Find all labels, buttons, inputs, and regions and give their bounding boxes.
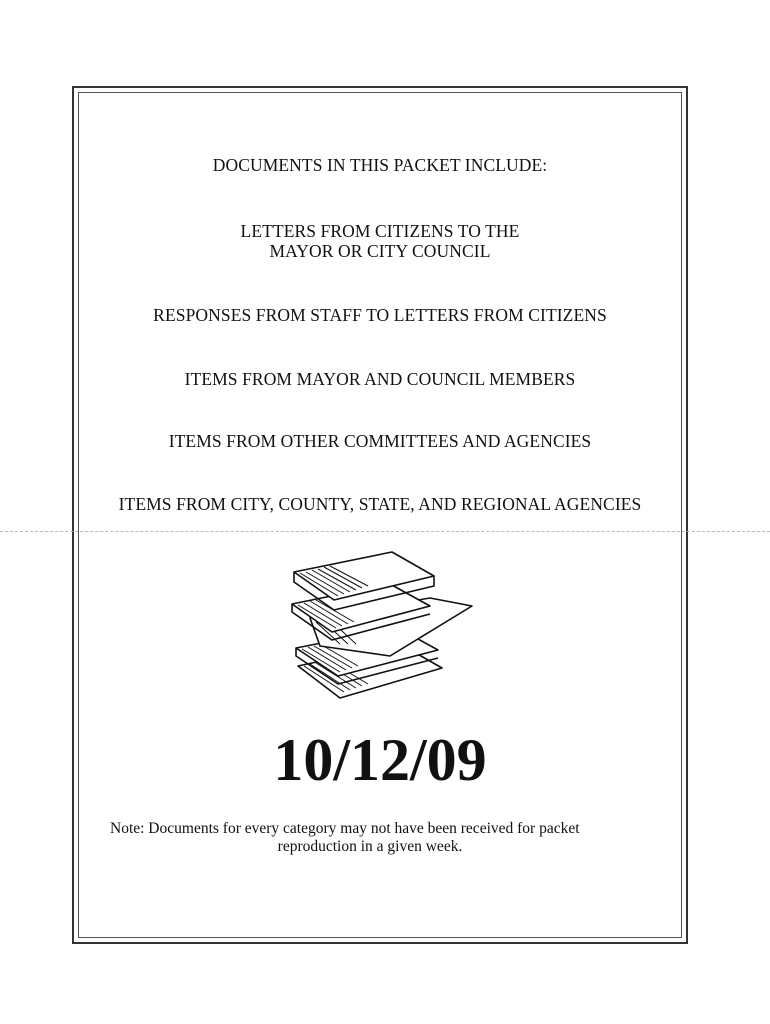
item-regional-agencies: ITEMS FROM CITY, COUNTY, STATE, AND REGIONAL AGENCIES — [118, 494, 642, 514]
note-text — [110, 820, 650, 856]
item-letters-line2: MAYOR OR CITY COUNCIL — [269, 241, 491, 261]
item-mayor-council: ITEMS FROM MAYOR AND COUNCIL MEMBERS — [184, 369, 576, 389]
packet-heading: DOCUMENTS IN THIS PACKET INCLUDE: — [212, 155, 548, 175]
item-staff-responses: RESPONSES FROM STAFF TO LETTERS FROM CITIZENS — [153, 305, 607, 325]
item-letters-line1: LETTERS FROM CITIZENS TO THE — [240, 221, 520, 241]
page-border-inner — [78, 92, 682, 938]
packet-date: 10/12/09 — [273, 727, 487, 793]
scan-artifact-line — [0, 531, 770, 532]
note-line-1: Note: Documents for every category may not have been received for packet — [110, 820, 580, 837]
paper-stack-icon — [280, 548, 480, 708]
note-line-2: reproduction in a given week. — [277, 838, 463, 855]
item-committees-agencies: ITEMS FROM OTHER COMMITTEES AND AGENCIES — [168, 431, 592, 451]
